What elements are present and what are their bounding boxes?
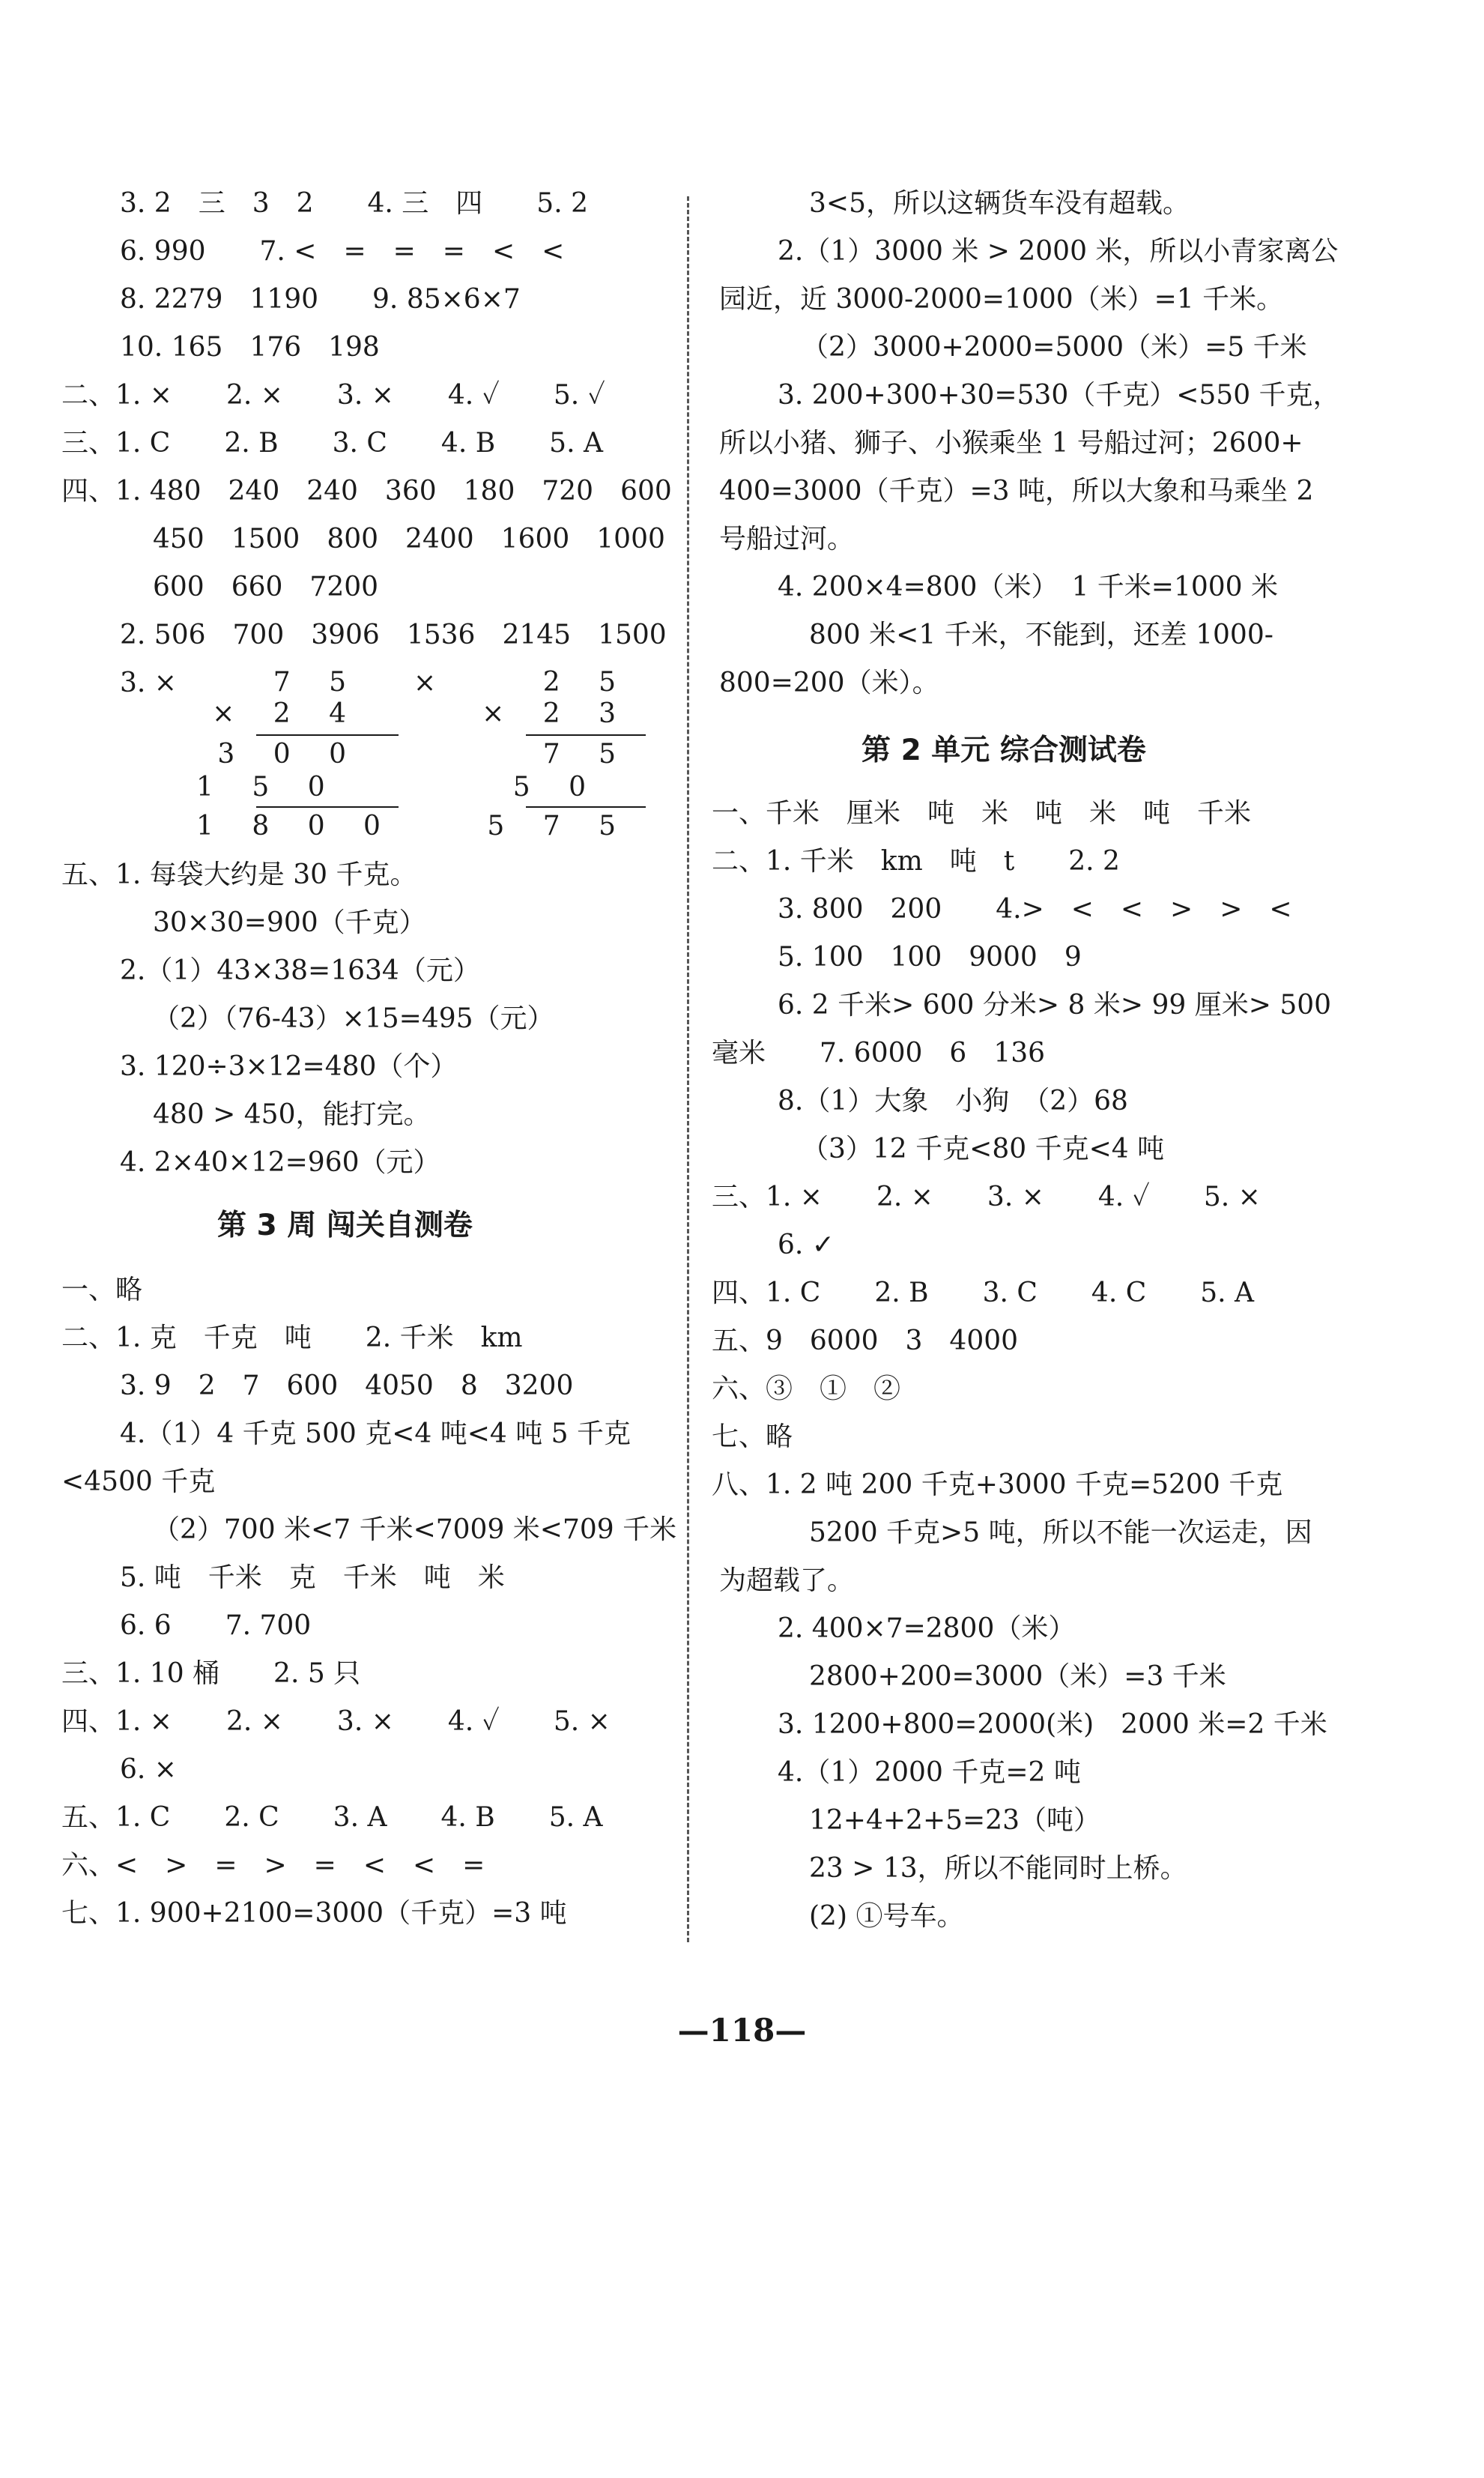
answer-line: 四、1. 480 240 240 360 180 720 600 — [61, 476, 672, 507]
answer-line: 30×30=900（千克） — [153, 907, 426, 938]
column-divider — [687, 196, 689, 1942]
answer-line: 400=3000（千克）=3 吨，所以大象和马乘坐 2 — [719, 476, 1314, 507]
answer-line: 800=200（米）。 — [719, 668, 939, 698]
answer-line: 六、③ ① ② — [712, 1374, 901, 1404]
answer-line: 六、< > = > = < < = — [61, 1850, 485, 1881]
calc-row: 1 5 0 — [196, 772, 340, 803]
answer-line: 二、1. 千米 km 吨 t 2. 2 — [712, 846, 1120, 877]
answer-line: 三、1. × 2. × 3. × 4. ✓ 5. × — [712, 1182, 1261, 1212]
answer-line: 七、略 — [712, 1421, 793, 1452]
answer-line: 4.（1）4 千克 500 克<4 吨<4 吨 5 千克 — [120, 1418, 632, 1449]
calc-row: 2 5 — [542, 667, 631, 698]
calc-row: × 2 4 — [212, 698, 361, 729]
answer-line: 号船过河。 — [719, 524, 855, 554]
calc-line — [256, 806, 399, 808]
answer-line: 6. 2 千米> 600 分米> 8 米> 99 厘米> 500 — [778, 990, 1332, 1021]
answer-line: 2.（1）43×38=1634（元） — [120, 955, 480, 986]
answer-line: 5. 吨 千米 克 千米 吨 米 — [120, 1562, 505, 1593]
answer-line: <4500 千克 — [61, 1466, 216, 1497]
answer-line: 四、1. C 2. B 3. C 4. C 5. A — [712, 1278, 1255, 1308]
answer-line: （2）700 米<7 千米<7009 米<709 千米 — [153, 1514, 677, 1545]
answer-line: 一、千米 厘米 吨 米 吨 米 吨 千米 — [712, 798, 1252, 829]
answer-line: 3. 200+300+30=530（千克）<550 千克， — [778, 380, 1340, 411]
answer-line: 2. 506 700 3906 1536 2145 1500 — [120, 620, 667, 650]
answer-line: 五、1. C 2. C 3. A 4. B 5. A — [61, 1802, 603, 1833]
answer-line: 6. 6 7. 700 — [120, 1610, 312, 1641]
answer-line: 五、1. 每袋大约是 30 千克。 — [61, 859, 417, 890]
answer-line: 5. 100 100 9000 9 — [778, 942, 1082, 973]
section-title: 第 2 单元 综合测试卷 — [861, 734, 1146, 767]
answer-line: 6. 990 7. < = = = < < — [120, 236, 565, 267]
answer-line: 6. × — [120, 1754, 177, 1785]
answer-line: 800 米<1 千米，不能到，还差 1000- — [809, 620, 1273, 650]
answer-line: （2）3000+2000=5000（米）=5 千米 — [802, 332, 1307, 363]
calc-row: 1 8 0 0 — [196, 811, 396, 841]
calc-line — [526, 734, 646, 736]
answer-line: 3. 9 2 7 600 4050 8 3200 — [120, 1371, 574, 1401]
answer-line: 五、9 6000 3 4000 — [712, 1326, 1019, 1356]
answer-line: 八、1. 2 吨 200 千克+3000 千克=5200 千克 — [712, 1469, 1283, 1500]
answer-line: 12+4+2+5=23（吨） — [809, 1805, 1100, 1836]
calc-line — [526, 806, 646, 808]
answer-line: 所以小猪、狮子、小猴乘坐 1 号船过河；2600+ — [719, 428, 1303, 459]
answer-line: 三、1. C 2. B 3. C 4. B 5. A — [61, 428, 603, 459]
answer-line: 二、1. × 2. × 3. × 4. ✓ 5. ✓ — [61, 380, 605, 411]
answer-line: 3<5，所以这辆货车没有超载。 — [809, 188, 1190, 219]
answer-line: 3. 120÷3×12=480（个） — [120, 1051, 458, 1082]
answer-line: 600 660 7200 — [153, 572, 379, 602]
vertical-multiplication — [196, 667, 396, 841]
answer-line: 二、1. 克 千克 吨 2. 千米 km — [61, 1323, 523, 1353]
answer-line: 一、略 — [61, 1275, 143, 1305]
answer-line: 四、1. × 2. × 3. × 4. ✓ 5. × — [61, 1706, 611, 1737]
answer-line: 为超载了。 — [719, 1565, 855, 1596]
page-number: —118— — [677, 2012, 807, 2049]
answer-line: 2.（1）3000 米 > 2000 米，所以小青家离公 — [778, 236, 1339, 267]
calc-line — [256, 734, 399, 736]
answer-line: 2800+200=3000（米）=3 千米 — [809, 1661, 1226, 1692]
calc-row: 5 0 — [512, 772, 601, 803]
answer-line: 5200 千克>5 吨，所以不能一次运走，因 — [809, 1517, 1312, 1548]
answer-line: 毫米 7. 6000 6 136 — [712, 1038, 1046, 1069]
answer-line: 10. 165 176 198 — [120, 332, 380, 363]
calc-row: 7 5 — [225, 667, 361, 698]
answer-line: (2) ①号车。 — [809, 1901, 964, 1932]
answer-line: 三、1. 10 桶 2. 5 只 — [61, 1658, 361, 1689]
calc-row: 5 7 5 — [487, 811, 631, 841]
answer-line: （3）12 千克<80 千克<4 吨 — [802, 1134, 1165, 1164]
answer-line: 480 > 450，能打完。 — [153, 1099, 431, 1130]
answer-line: 3. 800 200 4.> < < > > < — [778, 894, 1292, 925]
section-title: 第 3 周 闯关自测卷 — [217, 1209, 473, 1242]
answer-line: 4. 200×4=800（米） 1 千米=1000 米 — [778, 572, 1279, 602]
multiply-sign: × — [414, 668, 437, 698]
answer-line: 6. ✓ — [778, 1230, 835, 1260]
answer-line: 4. 2×40×12=960（元） — [120, 1147, 440, 1178]
answer-line: 450 1500 800 2400 1600 1000 — [153, 524, 665, 554]
answer-line: 3. × — [120, 668, 177, 698]
answer-line: 8. 2279 1190 9. 85×6×7 — [120, 284, 521, 315]
answer-line: 3. 1200+800=2000(米) 2000 米=2 千米 — [778, 1709, 1327, 1740]
answer-line: 3. 2 三 3 2 4. 三 四 5. 2 — [120, 188, 588, 219]
answer-line: 七、1. 900+2100=3000（千克）=3 吨 — [61, 1898, 567, 1929]
answer-line: 23 > 13，所以不能同时上桥。 — [809, 1853, 1187, 1884]
vertical-multiplication — [481, 667, 661, 839]
calc-row: × 2 3 — [482, 698, 631, 729]
answer-line: 园近，近 3000-2000=1000（米）=1 千米。 — [719, 284, 1284, 315]
answer-line: 2. 400×7=2800（米） — [778, 1613, 1076, 1644]
answer-line: 4.（1）2000 千克=2 吨 — [778, 1757, 1081, 1788]
answer-line: 8.（1）大象 小狗 （2）68 — [778, 1086, 1128, 1116]
calc-row: 3 0 0 — [217, 739, 361, 770]
calc-row: 7 5 — [542, 739, 631, 770]
answer-line: （2）（76-43）×15=495（元） — [153, 1003, 554, 1034]
